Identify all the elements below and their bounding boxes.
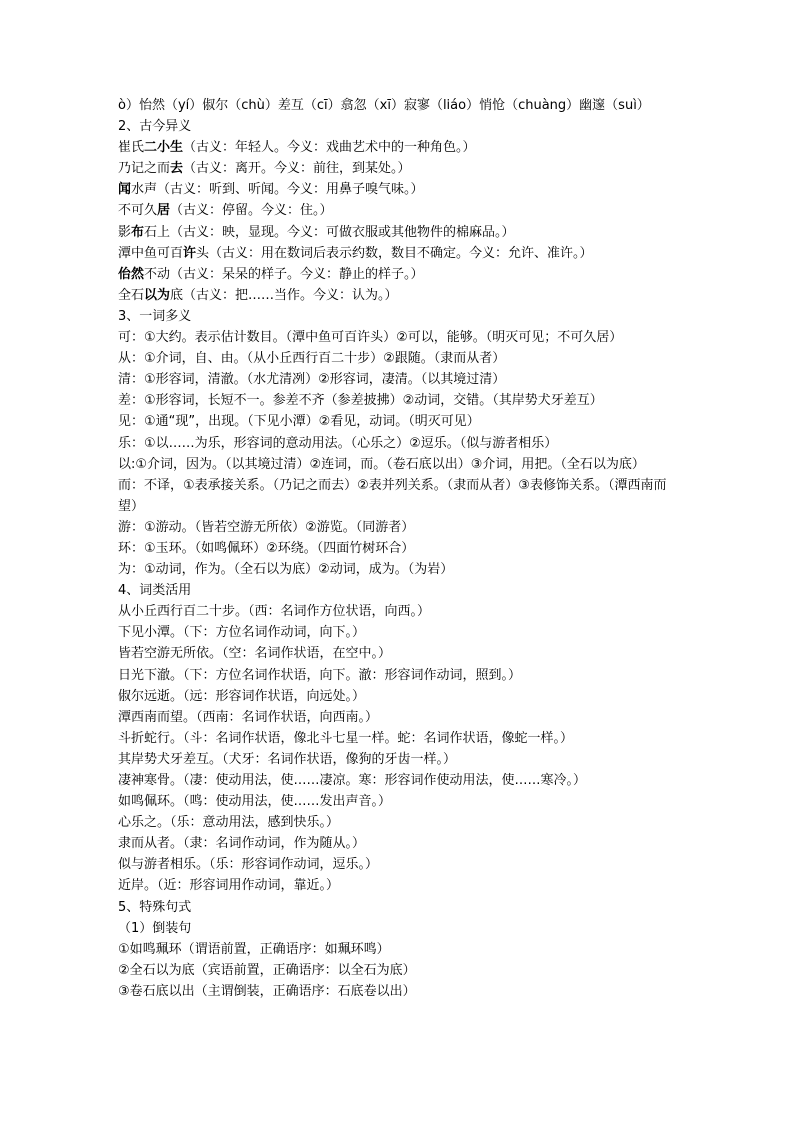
keyword: 去 — [170, 161, 184, 177]
keyword: 以为 — [144, 287, 171, 303]
vocab-line — [118, 137, 678, 158]
text-line: 近岸。（近：形容词用作动词，靠近。） — [118, 878, 340, 894]
line-text: 底（古义：把……当作。今义：认为。） — [170, 287, 398, 303]
vocab-line — [118, 243, 678, 264]
line-text: 乃记之而 — [118, 161, 171, 177]
line-text: 水声（古义：听到、听闻。今义：用鼻子嗅气味。） — [131, 182, 424, 198]
text-line: 见：①通“现”，出现。（下见小潭）②看见，动词。（明灭可见） — [118, 414, 480, 430]
text-line: 心乐之。（乐：意动用法，感到快乐。） — [118, 815, 340, 831]
text-line: 乐：①以……为乐，形容词的意动用法。（心乐之）②逗乐。（似与游者相乐） — [118, 435, 558, 451]
keyword: 许 — [183, 245, 197, 261]
line-text: （古义：年轻人。今义：戏曲艺术中的一种角色。） — [183, 140, 476, 156]
line-text: 全石 — [118, 287, 145, 303]
text-line: 潭西南而望。（西南：名词作状语，向西南。） — [118, 709, 379, 725]
vocab-line — [118, 158, 678, 179]
line-text: 崔氏 — [118, 140, 145, 156]
text-line: 清：①形容词，清澈。（水尤清冽）②形容词，凄清。（以其境过清） — [118, 372, 506, 388]
text-line: 而：不译，①表承接关系。（乃记之而去）②表并列关系。（隶而从者）③表修饰关系。（潭西南而望） — [118, 477, 667, 514]
line-text: 石上（古义：映，显现。今义：可做衣服或其他物件的棉麻品。） — [144, 224, 515, 240]
text-line: 皆若空游无所依。（空：名词作状语，在空中。） — [118, 646, 392, 662]
text-line: 5、特殊句式 — [118, 899, 192, 915]
document-body — [118, 95, 678, 1002]
text-line: 以:①介词，因为。（以其境过清）②连词，而。（卷石底以出）③介词，用把。（全石以为底） — [118, 456, 645, 472]
vocab-line — [118, 179, 678, 200]
vocab-line — [118, 200, 678, 221]
line-text: 头（古义：用在数词后表示约数，数目不确定。今义：允许、准许。） — [196, 245, 593, 261]
text-line: ①如鸣珮环（谓语前置，正确语序：如珮环鸣） — [118, 941, 390, 957]
text-line: 隶而从者。（隶：名词作动词，作为随从。） — [118, 836, 366, 852]
vocab-line — [118, 264, 678, 285]
text-line: ò）怡然（yí）俶尔（chù）差互（cī）翕忽（xī）寂寥（liáo）悄怆（chuàng）幽邃（suì） — [118, 98, 650, 113]
text-line: 游：①游动。（皆若空游无所依）②游览。（同游者） — [118, 519, 415, 535]
text-line: 可：①大约。表示估计数目。（潭中鱼可百许头）②可以，能够。（明灭可见；不可久居） — [118, 330, 623, 346]
line-text: 影 — [118, 224, 132, 240]
text-line: 4、词类活用 — [118, 583, 192, 599]
keyword: 居 — [157, 203, 171, 219]
text-line: ②全石以为底（宾语前置，正确语序：以全石为底） — [118, 962, 416, 978]
line-text: （古义：离开。今义：前往，到某处。） — [183, 161, 411, 177]
keyword: 布 — [131, 224, 145, 240]
text-line: （1）倒装句 — [118, 920, 192, 936]
text-line: 凄神寒骨。（凄：使动用法，使……凄凉。寒：形容词作使动用法，使……寒冷。） — [118, 773, 587, 788]
text-line: 似与游者相乐。（乐：形容词作动词，逗乐。） — [118, 857, 379, 873]
text-line: 差：①形容词，长短不一。参差不齐（参差披拂）②动词，交错。（其岸势犬牙差互） — [118, 393, 603, 409]
line-text: （古义：停留。今义：住。） — [170, 203, 333, 219]
text-line: ③卷石底以出（主谓倒装，正确语序：石底卷以出） — [118, 983, 416, 999]
text-line: 从小丘西行百二十步。（西：名词作方位状语，向西。） — [118, 604, 431, 620]
vocab-line — [118, 285, 678, 306]
line-text: 不可久 — [118, 203, 158, 219]
text-line: 2、古今异义 — [118, 119, 192, 135]
text-line: 从：①介词，自、由。（从小丘西行百二十步）②跟随。（隶而从者） — [118, 351, 506, 367]
text-line: 其岸势犬牙差互。（犬牙：名词作状语，像狗的牙齿一样。） — [118, 751, 457, 767]
text-line: 俶尔远逝。（远：形容词作状语，向远处。） — [118, 688, 366, 704]
text-line: 为：①动词，作为。（全石以为底）②动词，成为。（为岩） — [118, 562, 454, 578]
text-line: 环：①玉环。（如鸣佩环）②环绕。（四面竹树环合） — [118, 540, 415, 556]
line-text: 潭中鱼可百 — [118, 245, 184, 261]
text-line: 下见小潭。（下：方位名词作动词，向下。） — [118, 625, 366, 641]
vocab-line — [118, 222, 678, 243]
line-text: 不动（古义：呆呆的样子。今义：静止的样子。） — [144, 266, 424, 282]
keyword: 闻 — [118, 182, 132, 198]
keyword: 佁然 — [118, 266, 145, 282]
text-line: 3、一词多义 — [118, 308, 192, 324]
text-line: 日光下澈。（下：方位名词作状语，向下。澈：形容词作动词，照到。） — [118, 667, 522, 683]
text-line: 如鸣佩环。（鸣：使动用法，使……发出声音。） — [118, 794, 392, 810]
keyword: 二小生 — [144, 140, 184, 156]
text-line: 斗折蛇行。（斗：名词作状语，像北斗七星一样。蛇：名词作状语，像蛇一样。） — [118, 730, 574, 746]
